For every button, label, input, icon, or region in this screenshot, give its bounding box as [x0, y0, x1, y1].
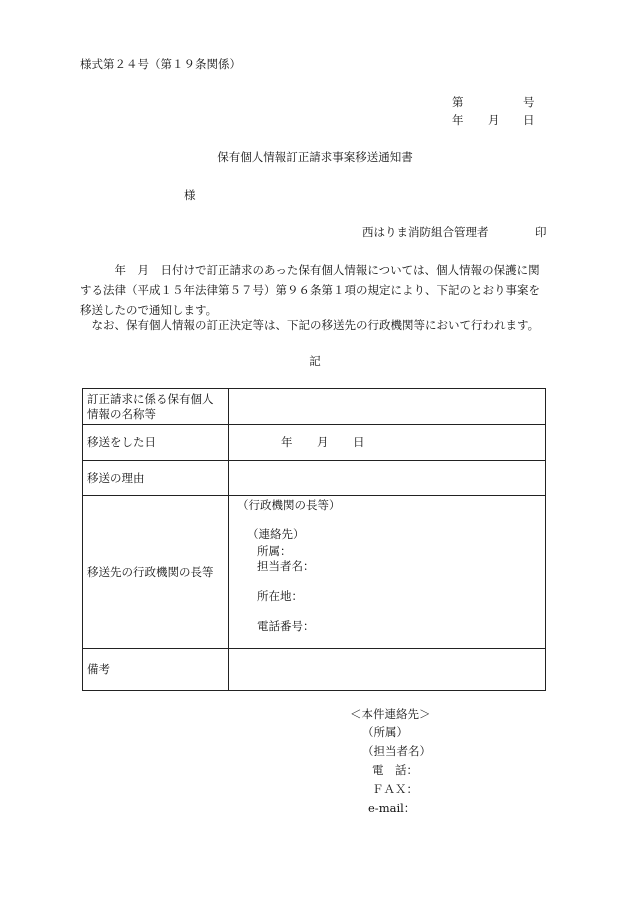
table-row: [83, 496, 546, 649]
destination-head: （行政機関の長等）: [237, 498, 341, 512]
transfer-date-value: [229, 425, 546, 461]
destination-phone: 電話番号：: [257, 619, 315, 633]
destination-label: 移送先の行政機関の長等: [83, 496, 229, 649]
info-name-label: 訂正請求に係る保有個人情報の名称等: [83, 389, 229, 425]
contact-phone: 電 話：: [372, 763, 418, 777]
transfer-date-year: 年: [281, 435, 293, 449]
transfer-details-table: [82, 388, 546, 691]
transfer-reason-value: [229, 461, 546, 496]
destination-person: 担当者名：: [257, 559, 315, 573]
destination-details: [229, 496, 546, 649]
form-number: 様式第２４号（第１９条関係）: [80, 57, 241, 71]
date-year: 年: [452, 113, 464, 127]
table-row: [83, 425, 546, 461]
destination-contact: （連絡先）: [247, 527, 305, 541]
seal-mark: 印: [535, 225, 547, 239]
addressee-honorific: 様: [184, 188, 196, 202]
body-paragraph-1: 年 月 日付けで訂正請求のあった保有個人情報については、個人情報の保護に関する法律（平成１５年法律第５７号）第９６条第１項の規定により、下記のとおり事案を移送したので通知します。: [80, 263, 540, 317]
contact-heading: ＜本件連絡先＞: [350, 707, 431, 721]
body-paragraph-2: なお、保有個人情報の訂正決定等は、下記の移送先の行政機関等において行われます。: [80, 318, 540, 332]
remarks-value: [229, 649, 546, 691]
destination-dept: 所属：: [257, 544, 292, 558]
date-month: 月: [488, 113, 500, 127]
table-row: [83, 649, 546, 691]
remarks-label: 備考: [83, 649, 229, 691]
destination-address: 所在地：: [257, 589, 303, 603]
document-title: 保有個人情報訂正請求事案移送通知書: [217, 150, 413, 164]
transfer-date-month: 月: [317, 435, 329, 449]
sender-name: 西はりま消防組合管理者: [362, 225, 489, 239]
contact-fax: ＦＡＸ：: [372, 782, 418, 796]
transfer-date-label: 移送をした日: [83, 425, 229, 461]
contact-person: （担当者名）: [362, 744, 431, 758]
table-row: [83, 461, 546, 496]
table-row: [83, 389, 546, 425]
info-name-value: [229, 389, 546, 425]
contact-email: e-mail：: [368, 801, 416, 815]
ki-heading: 記: [309, 354, 321, 368]
date-day: 日: [523, 113, 535, 127]
transfer-date-day: 日: [353, 435, 365, 449]
contact-dept: （所属）: [362, 725, 408, 739]
document-number-prefix: 第: [452, 95, 464, 109]
transfer-reason-label: 移送の理由: [83, 461, 229, 496]
document-number-suffix: 号: [523, 95, 535, 109]
